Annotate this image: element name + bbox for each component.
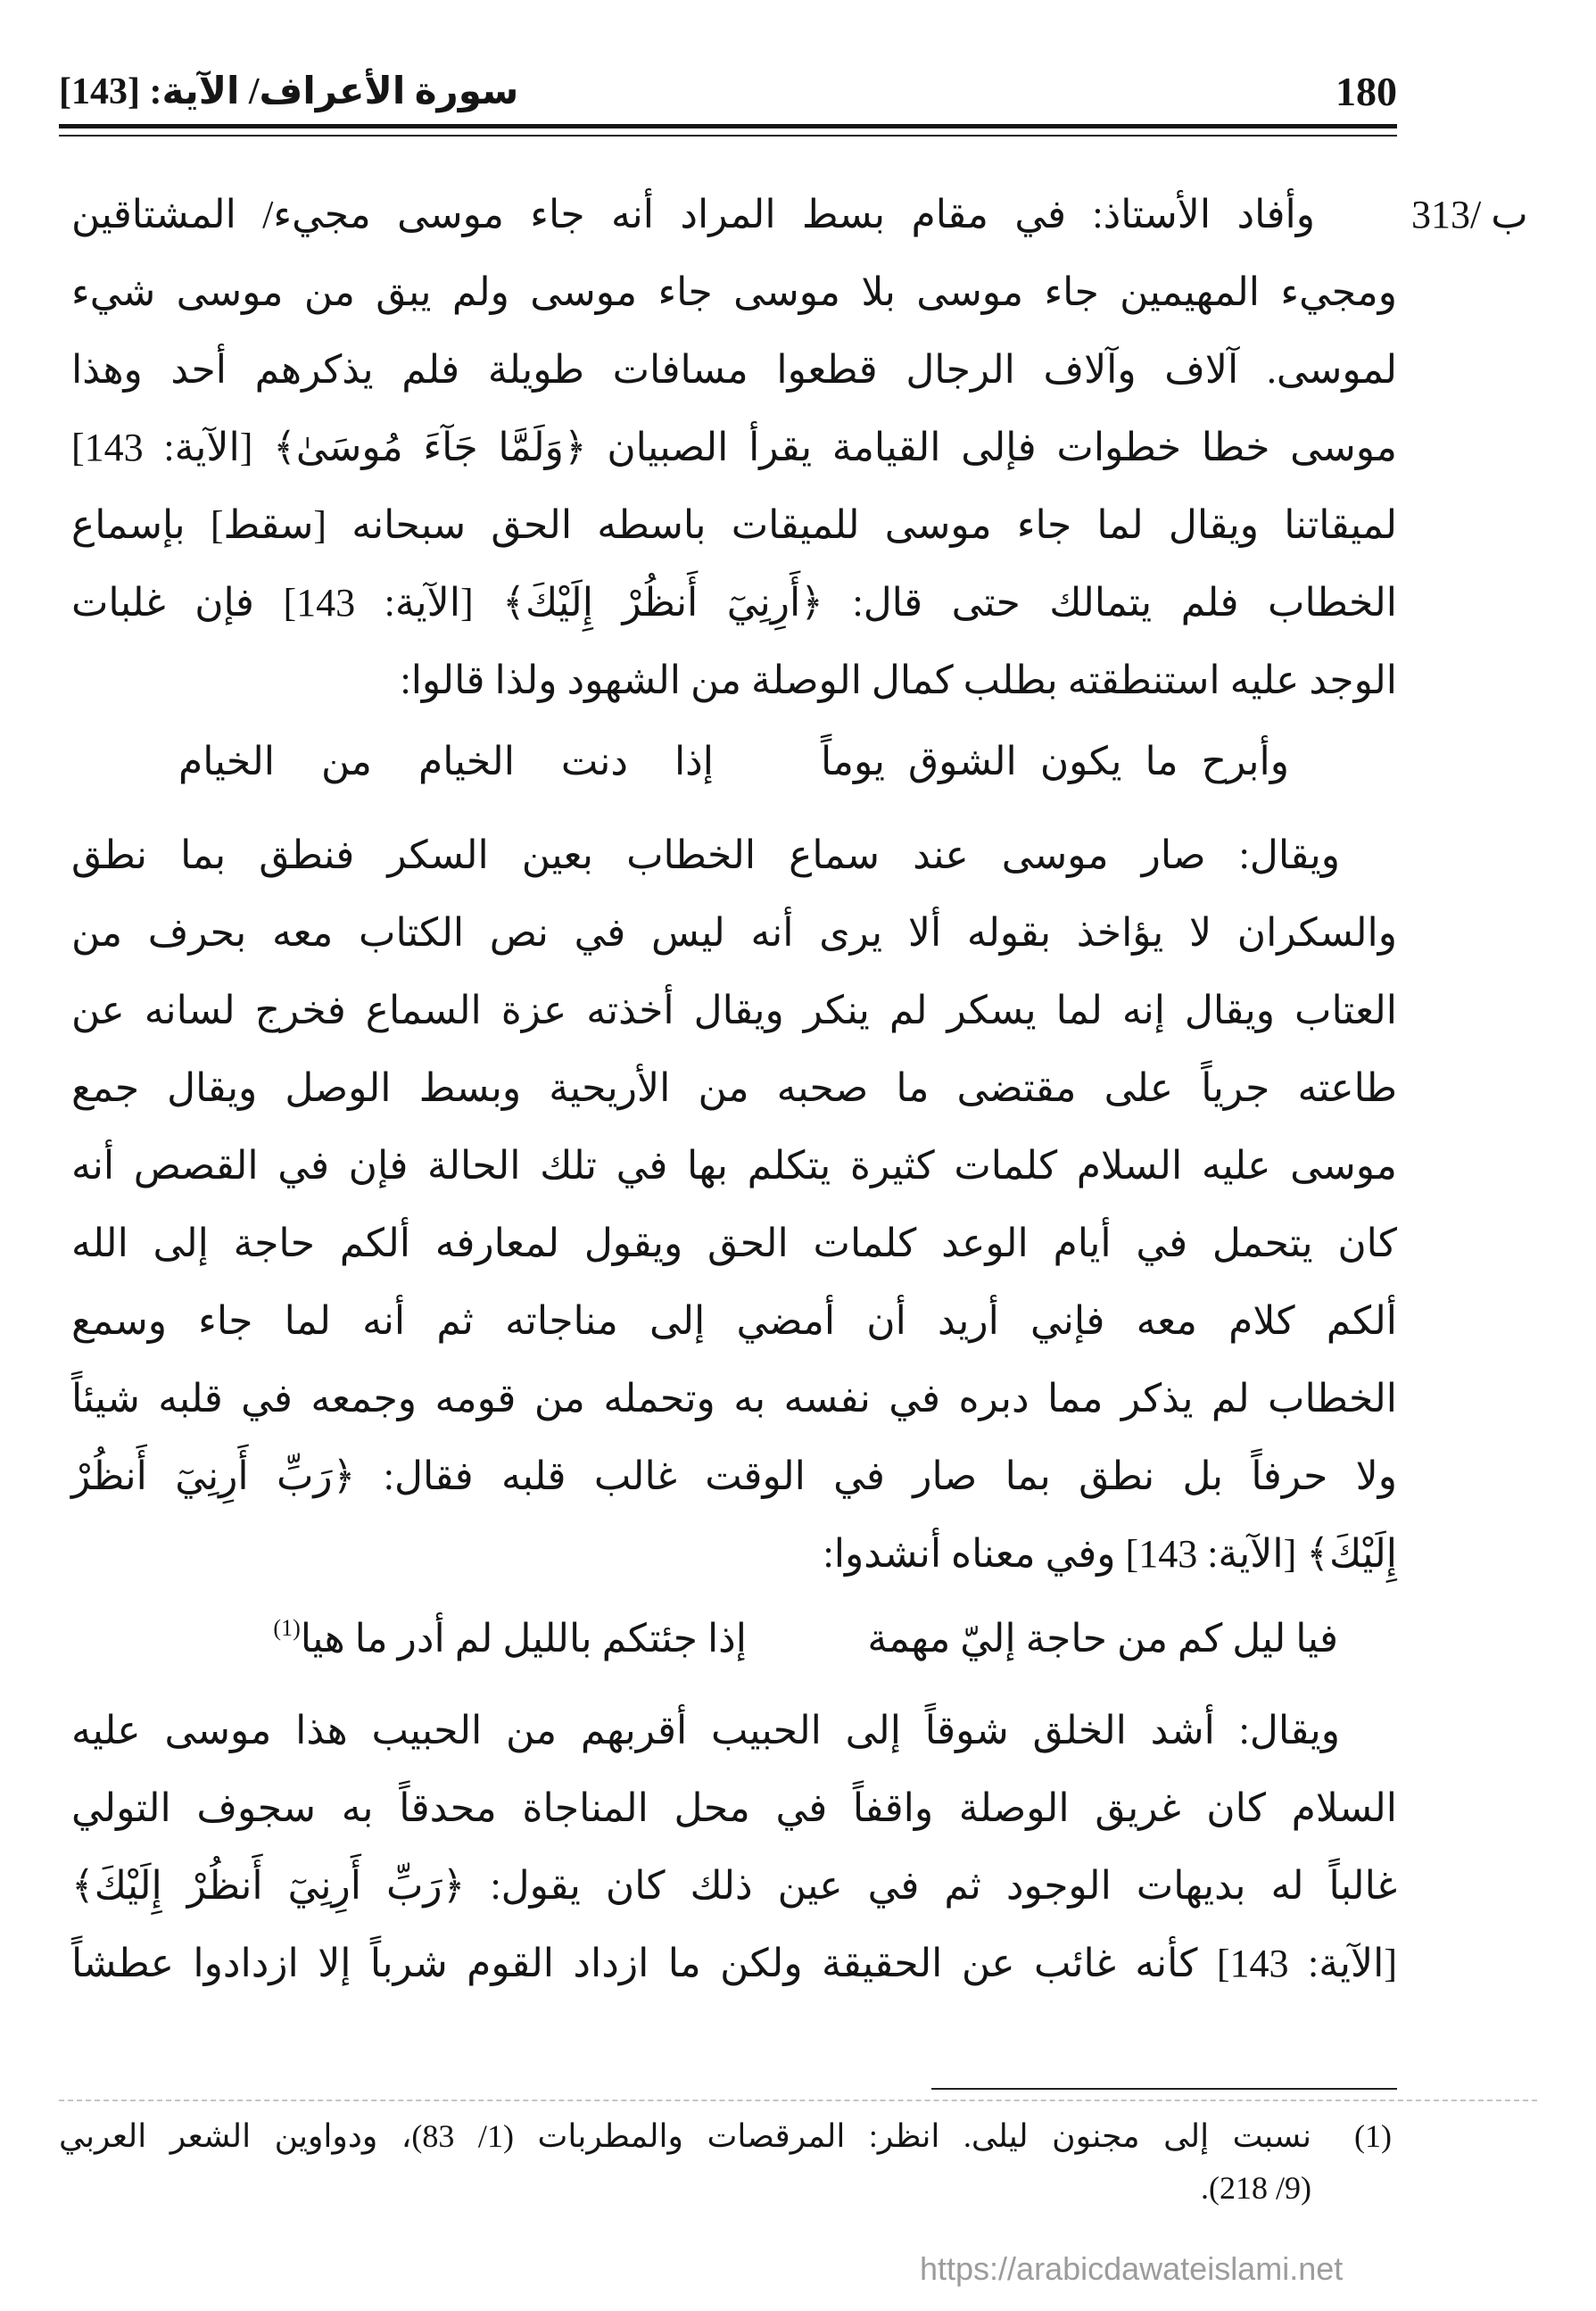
footnote-reference: (1) [273, 1615, 301, 1641]
verse-first-hemistich: فيا ليل كم من حاجة إليّ مهمة [867, 1617, 1338, 1661]
verse-line-2 [0, 1600, 1596, 1677]
page-number: 180 [1336, 69, 1397, 114]
paragraph-1 [71, 176, 1397, 719]
text-line: موسى عليه السلام كلمات كثيرة يتكلم بها في تلك الحالة فإن في القصص أنه [71, 1144, 1397, 1188]
text-line: ألكم كلام معه فإني أريد أن أمضي إلى مناجاته ثم أنه لما جاء وسمع [71, 1299, 1397, 1343]
text-line: ولا حرفاً بل نطق بما صار في الوقت غالب قلبه فقال: ﴿رَبِّ أَرِنِيٓ أَنظُرْ [71, 1454, 1397, 1498]
verse-second-hemistich: إذا دنت الخيام من الخيام [178, 740, 714, 783]
paragraph-3 [71, 1692, 1397, 2002]
footnote [59, 2110, 1397, 2214]
source-watermark: https://arabicdawateislami.net [920, 2250, 1344, 2287]
text-line: كان يتحمل في أيام الوعد كلمات الحق ويقول لمعارفه ألكم حاجة إلى الله [71, 1222, 1397, 1265]
manuscript-folio-note: 313/ ب [1411, 193, 1528, 236]
text-line: وأفاد الأستاذ: في مقام بسط المراد أنه جاء موسى مجيء/ المشتاقين [71, 193, 1315, 236]
footnote-marker: (1) [1354, 2118, 1392, 2154]
verse-second-hemistich-text: إذا جئتكم بالليل لم أدر ما هيا [300, 1617, 747, 1661]
footnote-line: نسبت إلى مجنون ليلى. انظر: المرقصات والمطربات (1/ 83)، ودواوين الشعر العربي [59, 2118, 1311, 2154]
text-line: والسكران لا يؤاخذ بقوله ألا يرى أنه ليس في نص الكتاب معه بحرف من [71, 911, 1397, 955]
text-line: إِلَيْكَ﴾ [الآية: 143] وفي معناه أنشدوا: [823, 1532, 1397, 1576]
text-line: لموسى. آلاف وآلاف الرجال قطعوا مسافات طويلة فلم يذكرهم أحد وهذا [71, 348, 1397, 392]
verse-first-hemistich: وأبرح ما يكون الشوق يوماً [821, 740, 1289, 783]
footnote-separator [931, 2088, 1397, 2090]
text-line: موسى خطا خطوات فإلى القيامة يقرأ الصبيان ﴿وَلَمَّا جَآءَ مُوسَىٰ﴾ [الآية: 143] [71, 426, 1397, 469]
text-line: السلام كان غريق الوصلة واقفاً في محل المناجاة محدقاً به سجوف التولي [71, 1786, 1397, 1830]
paragraph-2 [71, 816, 1397, 1593]
text-line: الخطاب فلم يتمالك حتى قال: ﴿أَرِنِيٓ أَنظُرْ إِلَيْكَ﴾ [الآية: 143] فإن غلبات [71, 581, 1397, 625]
text-line: لميقاتنا ويقال لما جاء موسى للميقات باسطه الحق سبحانه [سقط] بإسماع [71, 503, 1397, 547]
verse-line-1 [0, 723, 1596, 800]
text-line: ويقال: صار موسى عند سماع الخطاب بعين السكر فنطق بما نطق [71, 833, 1340, 877]
verse-second-hemistich [104, 1600, 747, 1677]
text-line: [الآية: 143] كأنه غائب عن الحقيقة ولكن ما ازداد القوم شرباً إلا ازدادوا عطشاً [71, 1942, 1397, 1985]
text-line: غالباً له بديهات الوجود ثم في عين ذلك كان يقول: ﴿رَبِّ أَرِنِيٓ أَنظُرْ إِلَيْكَ﴾ [71, 1864, 1397, 1908]
text-line: الخطاب لم يذكر مما دبره في نفسه به وتحمله من قومه وجمعه في قلبه شيئاً [71, 1377, 1397, 1421]
text-line: ويقال: أشد الخلق شوقاً إلى الحبيب أقربهم من الحبيب هذا موسى عليه [71, 1709, 1340, 1752]
text-line: الوجد عليه استنطقته بطلب كمال الوصلة من الشهود ولذا قالوا: [400, 659, 1397, 702]
text-line: العتاب ويقال إنه لما يسكر لم ينكر ويقال أخذته عزة السماع فخرج لسانه عن [71, 989, 1397, 1032]
running-title: سورة الأعراف/ الآية: [143] [59, 71, 519, 112]
footnote-line: (9/ 218). [1200, 2170, 1311, 2206]
footnote-separator-dashed [59, 2100, 1537, 2101]
header-rule-thick [59, 124, 1397, 128]
text-line: طاعته جرياً على مقتضى ما صحبه من الأريحية وبسط الوصل ويقال جمع [71, 1066, 1397, 1110]
footnote-text [59, 2110, 1311, 2214]
header-rule-thin [59, 135, 1397, 137]
text-line: ومجيء المهيمين جاء موسى بلا موسى جاء موسى ولم يبق من موسى شيء [71, 270, 1397, 314]
